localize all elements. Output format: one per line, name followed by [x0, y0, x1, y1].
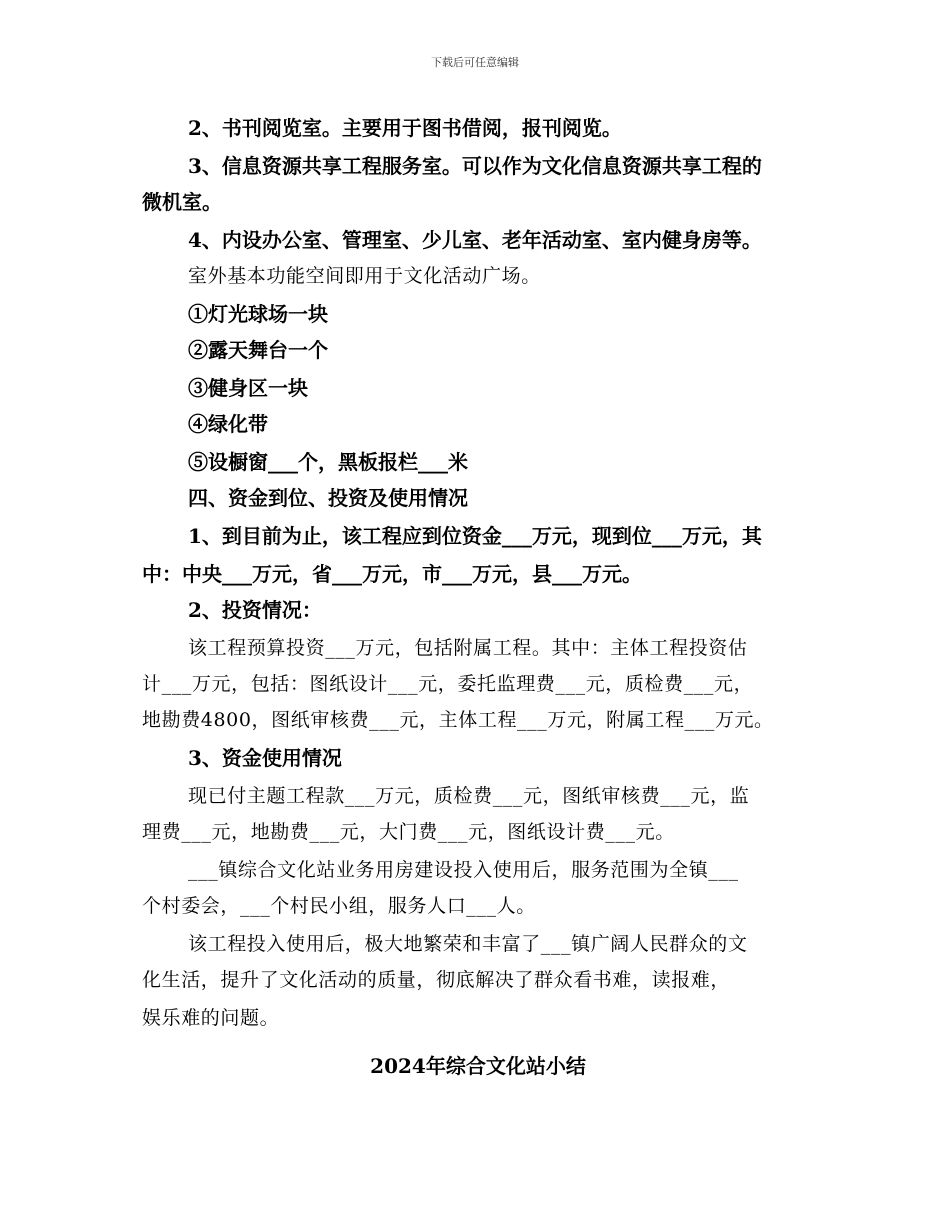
- page-header: 下载后可任意编辑: [431, 56, 519, 69]
- paragraph-line: 3、信息资源共享工程服务室。可以作为文化信息资源共享工程的: [188, 154, 762, 178]
- list-item: ⑤设橱窗___个，黑板报栏___米: [188, 450, 468, 474]
- document-title: 2024年综合文化站小结: [370, 1054, 586, 1078]
- list-item: ④绿化带: [188, 412, 268, 436]
- list-item: ②露天舞台一个: [188, 338, 328, 362]
- paragraph-line: 微机室。: [142, 190, 222, 214]
- paragraph-line: 计___万元，包括：图纸设计___元，委托监理费___元，质检费___元，: [142, 673, 754, 695]
- paragraph-line: 该工程投入使用后，极大地繁荣和丰富了___镇广阔人民群众的文: [188, 933, 748, 955]
- paragraph-line: 理费___元，地勘费___元，大门费___元，图纸设计费___元。: [142, 821, 675, 843]
- paragraph-line: 该工程预算投资___万元，包括附属工程。其中：主体工程投资估: [188, 637, 748, 659]
- section-heading: 四、资金到位、投资及使用情况: [188, 486, 468, 510]
- paragraph-line: 2、书刊阅览室。主要用于图书借阅，报刊阅览。: [188, 116, 622, 140]
- paragraph-line: 化生活，提升了文化活动的质量，彻底解决了群众看书难，读报难，: [142, 969, 731, 991]
- paragraph-line: 地勘费4800，图纸审核费___元，主体工程___万元，附属工程___万元。: [142, 709, 774, 731]
- paragraph-line: 娱乐难的问题。: [142, 1007, 280, 1029]
- subsection-heading: 3、资金使用情况: [188, 746, 342, 770]
- list-item: ③健身区一块: [188, 376, 308, 400]
- paragraph-line: 室外基本功能空间即用于文化活动广场。: [188, 265, 541, 287]
- paragraph-line: 个村委会，___个村民小组，服务人口___人。: [142, 895, 536, 917]
- list-item: ①灯光球场一块: [188, 302, 328, 326]
- paragraph-line: ___镇综合文化站业务用房建设投入使用后，服务范围为全镇___: [188, 859, 739, 881]
- paragraph-line: 现已付主题工程款___万元，质检费___元，图纸审核费___元，监: [188, 785, 750, 807]
- paragraph-line: 中：中央___万元，省___万元，市___万元，县___万元。: [142, 562, 642, 586]
- paragraph-line: 1、到目前为止，该工程应到位资金___万元，现到位___万元，其: [188, 524, 762, 548]
- paragraph-line: 4、内设办公室、管理室、少儿室、老年活动室、室内健身房等。: [188, 228, 762, 252]
- subsection-heading: 2、投资情况：: [188, 598, 322, 622]
